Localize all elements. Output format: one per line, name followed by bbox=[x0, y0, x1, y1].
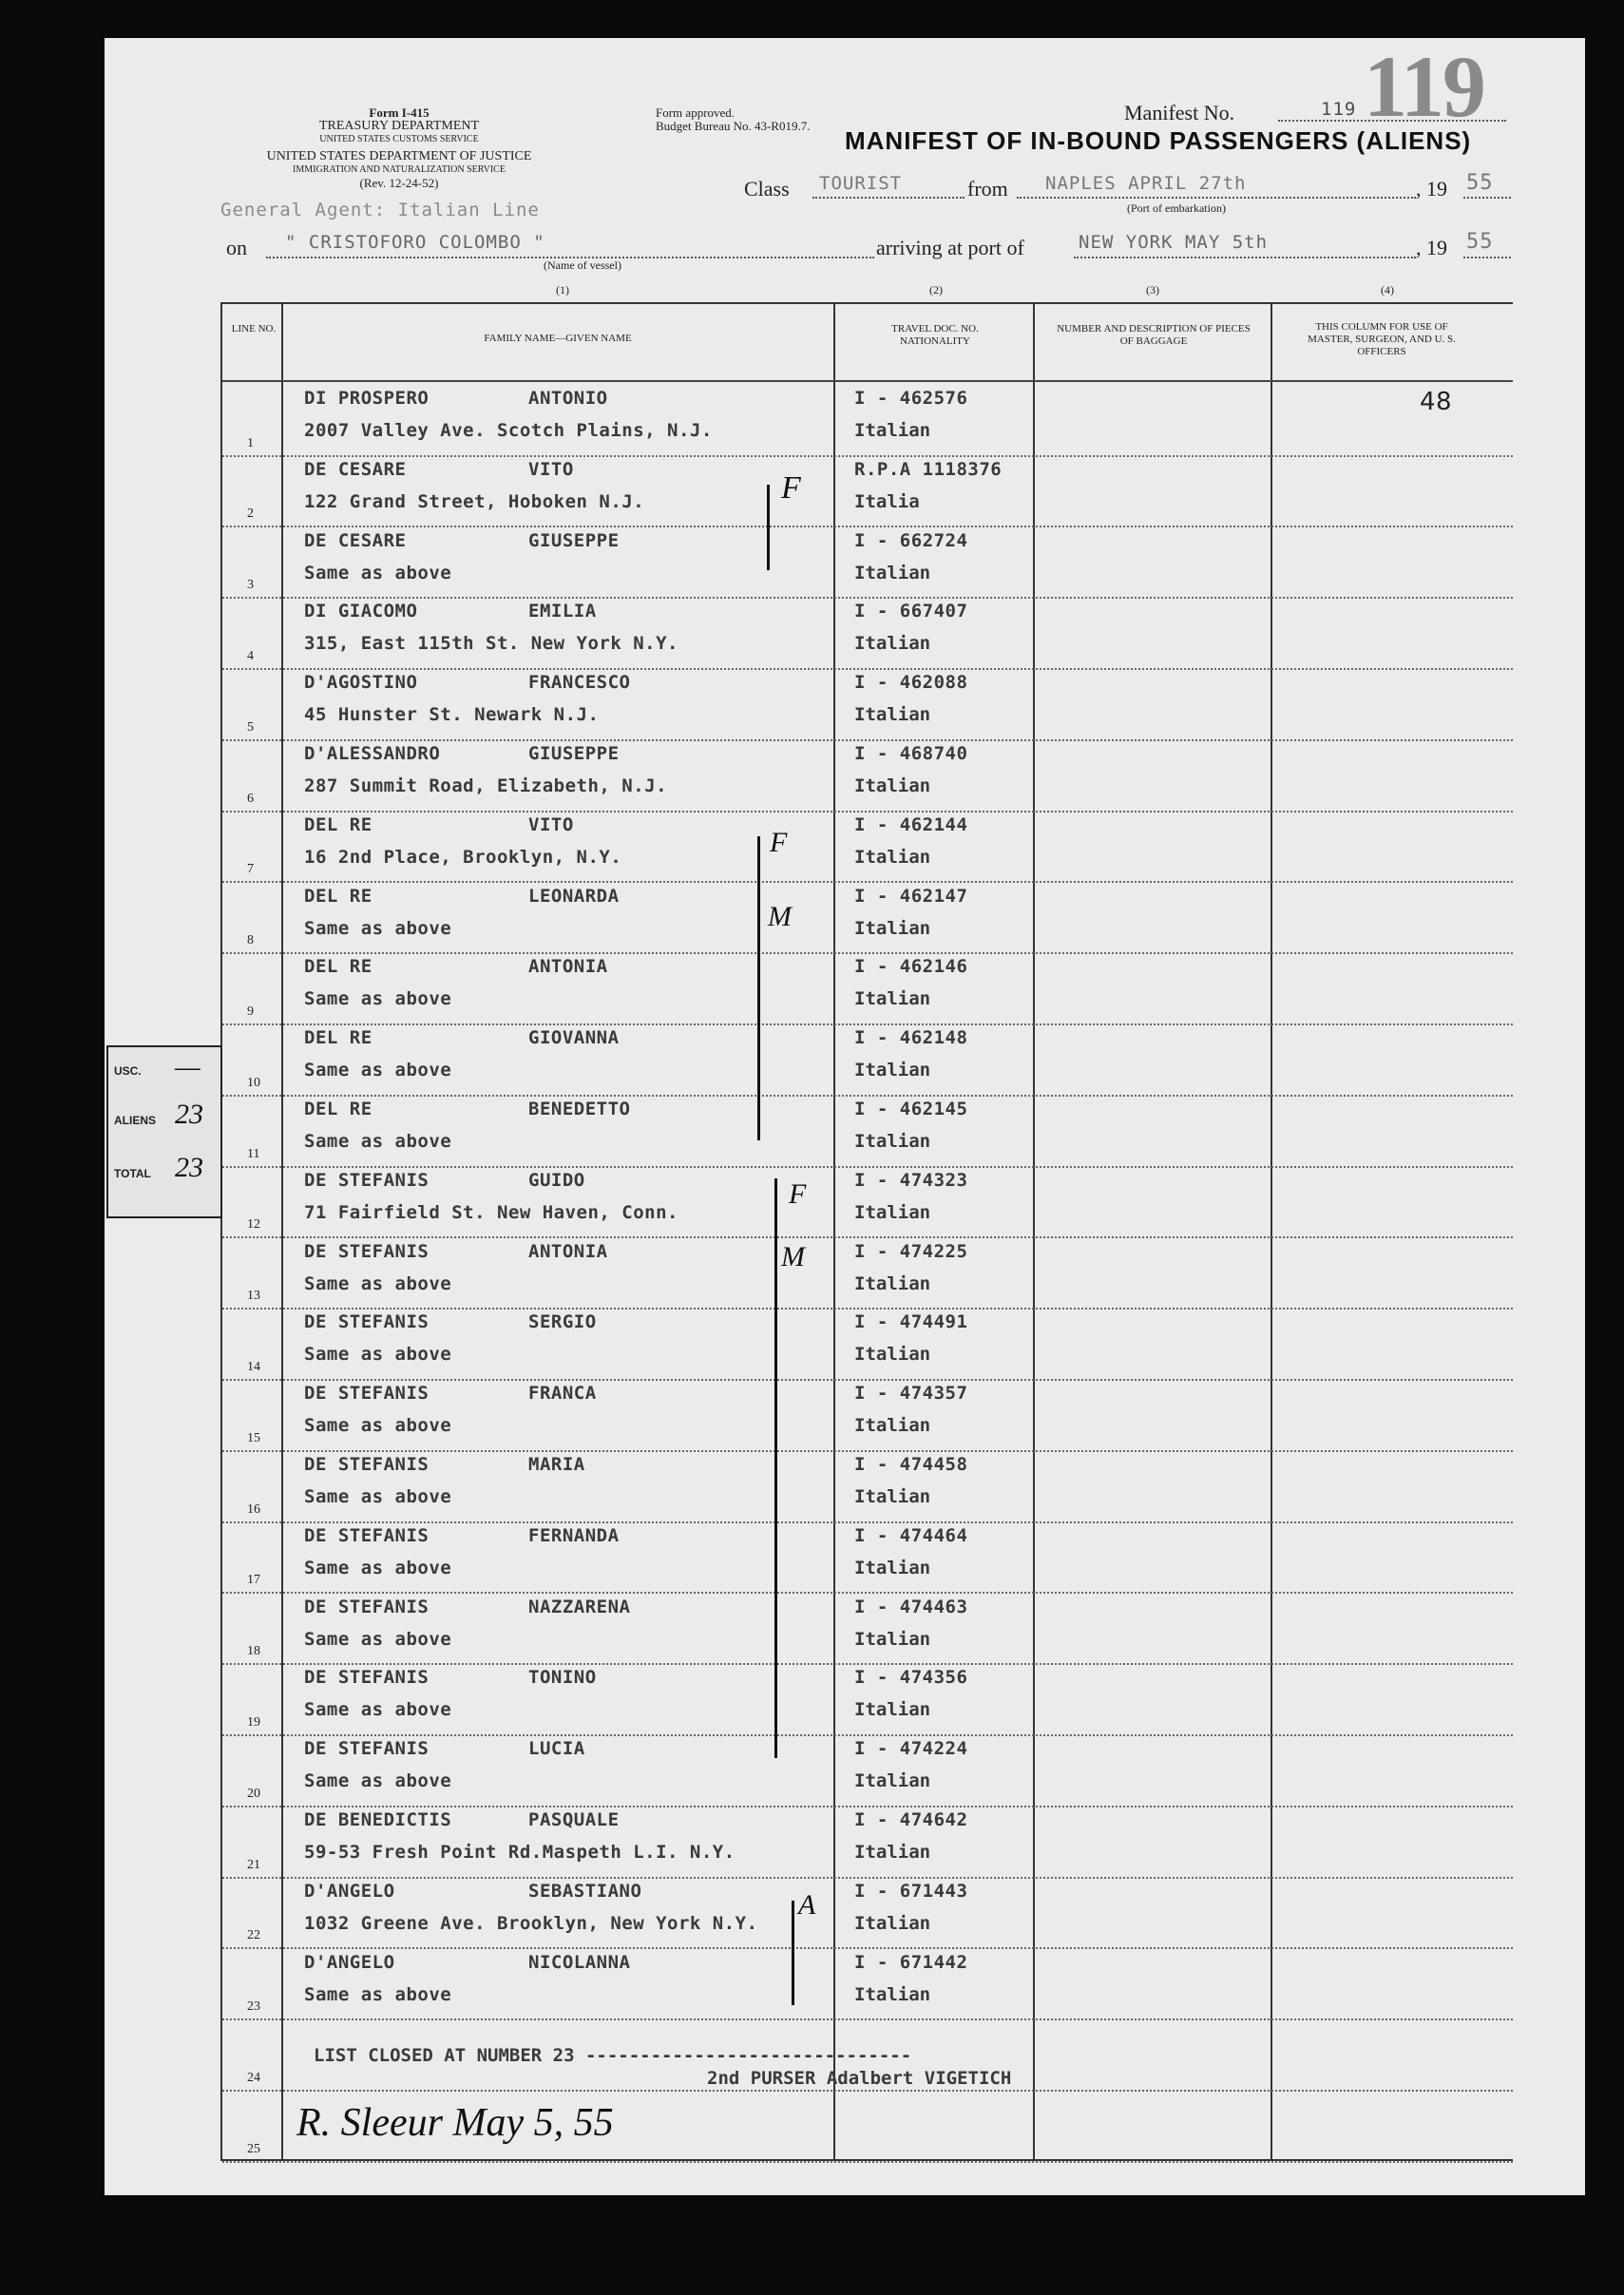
family-name: DI GIACOMO bbox=[304, 601, 418, 622]
family-bracket-line bbox=[767, 485, 770, 570]
line-number: 25 bbox=[247, 2141, 260, 2156]
travel-doc-number: I - 462145 bbox=[854, 1099, 968, 1119]
line-number: 4 bbox=[247, 648, 254, 663]
line-number: 2 bbox=[247, 507, 254, 522]
handwritten-f-mark: F bbox=[789, 1178, 807, 1210]
table-row bbox=[222, 525, 1513, 600]
header-travel-doc: TRAVEL DOC. NO. NATIONALITY bbox=[891, 323, 979, 347]
nationality: Italian bbox=[854, 633, 931, 655]
nationality: Italian bbox=[854, 1486, 931, 1507]
line-number: 13 bbox=[247, 1289, 260, 1304]
address: Same as above bbox=[304, 1628, 452, 1650]
given-name: GIUSEPPE bbox=[528, 743, 620, 764]
family-name: D'ALESSANDRO bbox=[304, 743, 441, 764]
travel-doc-number: I - 462144 bbox=[854, 813, 968, 835]
arriving-value: NEW YORK MAY 5th bbox=[1079, 232, 1269, 253]
given-name: NICOLANNA bbox=[528, 1951, 631, 1973]
nationality: Italian bbox=[854, 1557, 931, 1578]
given-name: EMILIA bbox=[528, 601, 597, 622]
handwritten-a-mark: A bbox=[798, 1889, 816, 1921]
given-name: ANTONIA bbox=[528, 956, 608, 978]
family-name: D'AGOSTINO bbox=[304, 672, 418, 694]
travel-doc-number: I - 474491 bbox=[854, 1311, 968, 1333]
table-row bbox=[222, 382, 1513, 457]
given-name: SEBASTIANO bbox=[528, 1880, 642, 1902]
col-number-4: (4) bbox=[1381, 283, 1394, 296]
vessel-name: " CRISTOFORO COLOMBO " bbox=[285, 232, 545, 253]
line-number: 11 bbox=[247, 1146, 260, 1161]
travel-doc-number: I - 462088 bbox=[854, 672, 968, 694]
given-name: FRANCESCO bbox=[528, 672, 631, 694]
col-number-1: (1) bbox=[556, 283, 569, 296]
family-name: DEL RE bbox=[304, 813, 373, 835]
officer-signature: R. Sleeur May 5, 55 bbox=[296, 2101, 614, 2145]
travel-doc-number: I - 474225 bbox=[854, 1240, 968, 1262]
line-number: 24 bbox=[247, 2070, 260, 2085]
given-name: GUIDO bbox=[528, 1169, 585, 1191]
manifest-no-label: Manifest No. bbox=[1124, 101, 1235, 124]
travel-doc-number: I - 671442 bbox=[854, 1951, 968, 1973]
handwritten-m-mark: M bbox=[781, 1241, 805, 1272]
travel-doc-number: I - 462147 bbox=[854, 885, 968, 907]
family-bracket-line bbox=[792, 1901, 794, 2005]
nationality: Italian bbox=[854, 1060, 931, 1081]
address: 2007 Valley Ave. Scotch Plains, N.J. bbox=[304, 420, 713, 441]
from-value: NAPLES APRIL 27th bbox=[1045, 173, 1247, 194]
table-row bbox=[222, 880, 1513, 955]
nationality: Italian bbox=[854, 846, 931, 868]
family-name: DE CESARE bbox=[304, 529, 407, 551]
line-number: 19 bbox=[247, 1714, 260, 1730]
revision: (Rev. 12-24-52) bbox=[359, 176, 439, 190]
nationality: Italian bbox=[854, 1983, 931, 2005]
family-name: DE STEFANIS bbox=[304, 1738, 430, 1760]
family-name: DE STEFANIS bbox=[304, 1454, 430, 1475]
tally-total-label: TOTAL bbox=[114, 1167, 151, 1180]
nationality: Italian bbox=[854, 1344, 931, 1366]
address: 122 Grand Street, Hoboken N.J. bbox=[304, 490, 645, 512]
nationality: Italian bbox=[854, 1201, 931, 1223]
col-number-3: (3) bbox=[1146, 283, 1159, 296]
form-header bbox=[219, 106, 580, 190]
purser-line: 2nd PURSER Adalbert VIGETICH bbox=[707, 2068, 1012, 2089]
header-name: FAMILY NAME—GIVEN NAME bbox=[484, 333, 632, 344]
family-name: DE CESARE bbox=[304, 458, 407, 480]
family-name: DE STEFANIS bbox=[304, 1524, 430, 1546]
address: Same as above bbox=[304, 562, 452, 583]
table-row bbox=[222, 809, 1513, 884]
given-name: TONINO bbox=[528, 1667, 597, 1689]
tally-box bbox=[106, 1045, 222, 1218]
given-name: GIOVANNA bbox=[528, 1027, 620, 1049]
manifest-stamp-number: 119 bbox=[1364, 38, 1484, 135]
address: 315, East 115th St. New York N.Y. bbox=[304, 633, 678, 655]
ins-service: IMMIGRATION AND NATURALIZATION SERVICE bbox=[293, 164, 506, 175]
nationality: Italian bbox=[854, 1628, 931, 1650]
class-value: TOURIST bbox=[819, 173, 903, 194]
given-name: MARIA bbox=[528, 1454, 585, 1475]
travel-doc-number: I - 474463 bbox=[854, 1596, 968, 1617]
family-name: D'ANGELO bbox=[304, 1880, 395, 1902]
approval-line: Form approved. bbox=[656, 105, 736, 120]
address: Same as above bbox=[304, 988, 452, 1010]
line-number: 7 bbox=[247, 862, 254, 877]
family-name: DE STEFANIS bbox=[304, 1240, 430, 1262]
form-number: Form I-415 bbox=[369, 105, 430, 120]
given-name: SERGIO bbox=[528, 1311, 597, 1333]
year-underline-1 bbox=[1463, 197, 1511, 199]
given-name: LEONARDA bbox=[528, 885, 620, 907]
year-underline-2 bbox=[1463, 257, 1511, 258]
tally-aliens-label: ALIENS bbox=[114, 1114, 157, 1127]
family-name: DEL RE bbox=[304, 1027, 373, 1049]
address: 59-53 Fresh Point Rd.Maspeth L.I. N.Y. bbox=[304, 1842, 736, 1863]
address: Same as above bbox=[304, 1272, 452, 1294]
family-name: DI PROSPERO bbox=[304, 388, 430, 409]
nationality: Italia bbox=[854, 490, 920, 512]
given-name: VITO bbox=[528, 813, 574, 835]
tally-usc-value: — bbox=[175, 1051, 201, 1082]
address: 45 Hunster St. Newark N.J. bbox=[304, 704, 600, 726]
address: Same as above bbox=[304, 1699, 452, 1721]
table-row bbox=[222, 453, 1513, 528]
address: Same as above bbox=[304, 1557, 452, 1578]
table-row bbox=[222, 1804, 1513, 1879]
travel-doc-number: I - 468740 bbox=[854, 743, 968, 764]
arriving-underline bbox=[1074, 257, 1416, 258]
header-baggage: NUMBER AND DESCRIPTION OF PIECES OF BAGGAGE bbox=[1057, 323, 1251, 347]
given-name: GIUSEPPE bbox=[528, 529, 620, 551]
travel-doc-number: I - 474357 bbox=[854, 1383, 968, 1405]
family-name: DE STEFANIS bbox=[304, 1667, 430, 1689]
line-number: 10 bbox=[247, 1075, 260, 1090]
treasury-dept: TREASURY DEPARTMENT bbox=[318, 119, 480, 133]
line-number: 1 bbox=[247, 435, 254, 450]
from-label: from bbox=[967, 177, 1008, 201]
line-number: 15 bbox=[247, 1430, 260, 1445]
table-row bbox=[222, 950, 1513, 1025]
vessel-caption: (Name of vessel) bbox=[544, 258, 621, 272]
given-name: VITO bbox=[528, 458, 574, 480]
travel-doc-number: I - 671443 bbox=[854, 1880, 968, 1902]
table-row bbox=[222, 1164, 1513, 1239]
table-row bbox=[222, 737, 1513, 813]
nationality: Italian bbox=[854, 1415, 931, 1437]
tally-usc-label: USC. bbox=[114, 1064, 142, 1078]
table-row bbox=[222, 1022, 1513, 1097]
col-number-2: (2) bbox=[929, 283, 943, 296]
travel-doc-number: R.P.A 1118376 bbox=[854, 458, 1003, 480]
class-label: Class bbox=[744, 177, 790, 201]
line-number: 22 bbox=[247, 1928, 260, 1943]
address: 1032 Greene Ave. Brooklyn, New York N.Y. bbox=[304, 1912, 758, 1934]
line-number: 12 bbox=[247, 1217, 260, 1233]
line-number: 17 bbox=[247, 1573, 260, 1588]
given-name: FRANCA bbox=[528, 1383, 597, 1405]
nationality: Italian bbox=[854, 775, 931, 796]
travel-doc-number: I - 474224 bbox=[854, 1738, 968, 1760]
on-label: on bbox=[226, 236, 247, 259]
family-name: DE STEFANIS bbox=[304, 1169, 430, 1191]
nationality: Italian bbox=[854, 704, 931, 726]
travel-doc-number: I - 474642 bbox=[854, 1809, 968, 1830]
family-name: DEL RE bbox=[304, 956, 373, 978]
nationality: Italian bbox=[854, 1272, 931, 1294]
travel-doc-number: I - 667407 bbox=[854, 601, 968, 622]
given-name: ANTONIA bbox=[528, 1240, 608, 1262]
year-prefix-2: , 19 bbox=[1416, 236, 1447, 259]
address: Same as above bbox=[304, 1486, 452, 1507]
nationality: Italian bbox=[854, 420, 931, 441]
line-number: 14 bbox=[247, 1359, 260, 1374]
passenger-table bbox=[220, 302, 1513, 2161]
line-number: 9 bbox=[247, 1004, 254, 1019]
customs-service: UNITED STATES CUSTOMS SERVICE bbox=[319, 134, 479, 144]
line-number: 21 bbox=[247, 1857, 260, 1872]
travel-doc-number: I - 474356 bbox=[854, 1667, 968, 1689]
embark-caption: (Port of embarkation) bbox=[1127, 201, 1226, 215]
line-number: 8 bbox=[247, 933, 254, 948]
given-name: NAZZARENA bbox=[528, 1596, 631, 1617]
table-row bbox=[222, 1306, 1513, 1381]
address: Same as above bbox=[304, 1060, 452, 1081]
line-number: 20 bbox=[247, 1786, 260, 1801]
line-number: 5 bbox=[247, 719, 254, 735]
class-underline bbox=[812, 197, 965, 199]
justice-dept: UNITED STATES DEPARTMENT OF JUSTICE bbox=[266, 149, 532, 163]
line-number: 16 bbox=[247, 1501, 260, 1517]
page-title: MANIFEST OF IN-BOUND PASSENGERS (ALIENS) bbox=[845, 126, 1472, 155]
table-row bbox=[222, 1235, 1513, 1310]
line-number: 6 bbox=[247, 791, 254, 806]
travel-doc-number: I - 462146 bbox=[854, 956, 968, 978]
handwritten-m-mark: M bbox=[768, 901, 792, 932]
family-bracket-line bbox=[757, 836, 760, 1140]
table-row bbox=[222, 1093, 1513, 1168]
line-number: 23 bbox=[247, 1999, 260, 2015]
handwritten-f-mark: F bbox=[770, 827, 788, 858]
budget-bureau: Budget Bureau No. 43-R019.7. bbox=[656, 119, 811, 133]
family-name: DE STEFANIS bbox=[304, 1383, 430, 1405]
given-name: ANTONIO bbox=[528, 388, 608, 409]
officer-note: 48 bbox=[1420, 388, 1453, 416]
nationality: Italian bbox=[854, 1131, 931, 1152]
nationality: Italian bbox=[854, 1770, 931, 1792]
tally-aliens-value: 23 bbox=[175, 1099, 203, 1130]
given-name: FERNANDA bbox=[528, 1524, 620, 1546]
travel-doc-number: I - 462148 bbox=[854, 1027, 968, 1049]
travel-doc-number: I - 462576 bbox=[854, 388, 968, 409]
nationality: Italian bbox=[854, 562, 931, 583]
family-name: DEL RE bbox=[304, 1099, 373, 1119]
table-row bbox=[222, 666, 1513, 741]
address: 71 Fairfield St. New Haven, Conn. bbox=[304, 1201, 678, 1223]
general-agent: General Agent: Italian Line bbox=[220, 200, 540, 220]
table-row bbox=[222, 1591, 1513, 1666]
year-prefix-1: , 19 bbox=[1416, 177, 1447, 201]
address: Same as above bbox=[304, 1983, 452, 2005]
arriving-label: arriving at port of bbox=[876, 236, 1024, 259]
family-name: DE STEFANIS bbox=[304, 1596, 430, 1617]
nationality: Italian bbox=[854, 1912, 931, 1934]
table-row bbox=[222, 1946, 1513, 2021]
address: Same as above bbox=[304, 917, 452, 939]
approval-note bbox=[656, 106, 810, 133]
address: 287 Summit Road, Elizabeth, N.J. bbox=[304, 775, 668, 796]
family-name: DE BENEDICTIS bbox=[304, 1809, 452, 1830]
family-bracket-line bbox=[774, 1178, 777, 1758]
address: Same as above bbox=[304, 1131, 452, 1152]
address: 16 2nd Place, Brooklyn, N.Y. bbox=[304, 846, 622, 868]
family-name: DE STEFANIS bbox=[304, 1311, 430, 1333]
nationality: Italian bbox=[854, 1842, 931, 1863]
nationality: Italian bbox=[854, 1699, 931, 1721]
given-name: LUCIA bbox=[528, 1738, 585, 1760]
given-name: BENEDETTO bbox=[528, 1099, 631, 1119]
line-number: 18 bbox=[247, 1644, 260, 1659]
table-row bbox=[222, 1661, 1513, 1736]
address: Same as above bbox=[304, 1344, 452, 1366]
header-officers: THIS COLUMN FOR USE OF MASTER, SURGEON, AND U. S. OFFICERS bbox=[1308, 321, 1456, 357]
header-line-no: LINE NO. bbox=[231, 323, 277, 335]
list-closed-line: LIST CLOSED AT NUMBER 23 ------------------------------ bbox=[314, 2045, 912, 2066]
travel-doc-number: I - 474464 bbox=[854, 1524, 968, 1546]
table-row bbox=[222, 1377, 1513, 1452]
travel-doc-number: I - 662724 bbox=[854, 529, 968, 551]
line-number: 3 bbox=[247, 578, 254, 593]
nationality: Italian bbox=[854, 988, 931, 1010]
year-value-2: 55 bbox=[1466, 230, 1494, 254]
manifest-no-value: 119 bbox=[1321, 99, 1357, 120]
family-name: DEL RE bbox=[304, 885, 373, 907]
address: Same as above bbox=[304, 1770, 452, 1792]
handwritten-f-mark: F bbox=[781, 470, 801, 506]
from-underline bbox=[1017, 197, 1416, 199]
family-name: D'ANGELO bbox=[304, 1951, 395, 1973]
table-row bbox=[222, 1875, 1513, 1950]
tally-total-value: 23 bbox=[175, 1152, 203, 1183]
year-value-1: 55 bbox=[1466, 171, 1494, 195]
nationality: Italian bbox=[854, 917, 931, 939]
table-row bbox=[222, 1520, 1513, 1595]
table-row bbox=[222, 1448, 1513, 1523]
given-name: PASQUALE bbox=[528, 1809, 620, 1830]
address: Same as above bbox=[304, 1415, 452, 1437]
table-row bbox=[222, 595, 1513, 670]
travel-doc-number: I - 474323 bbox=[854, 1169, 968, 1191]
travel-doc-number: I - 474458 bbox=[854, 1454, 968, 1475]
table-row bbox=[222, 1732, 1513, 1807]
